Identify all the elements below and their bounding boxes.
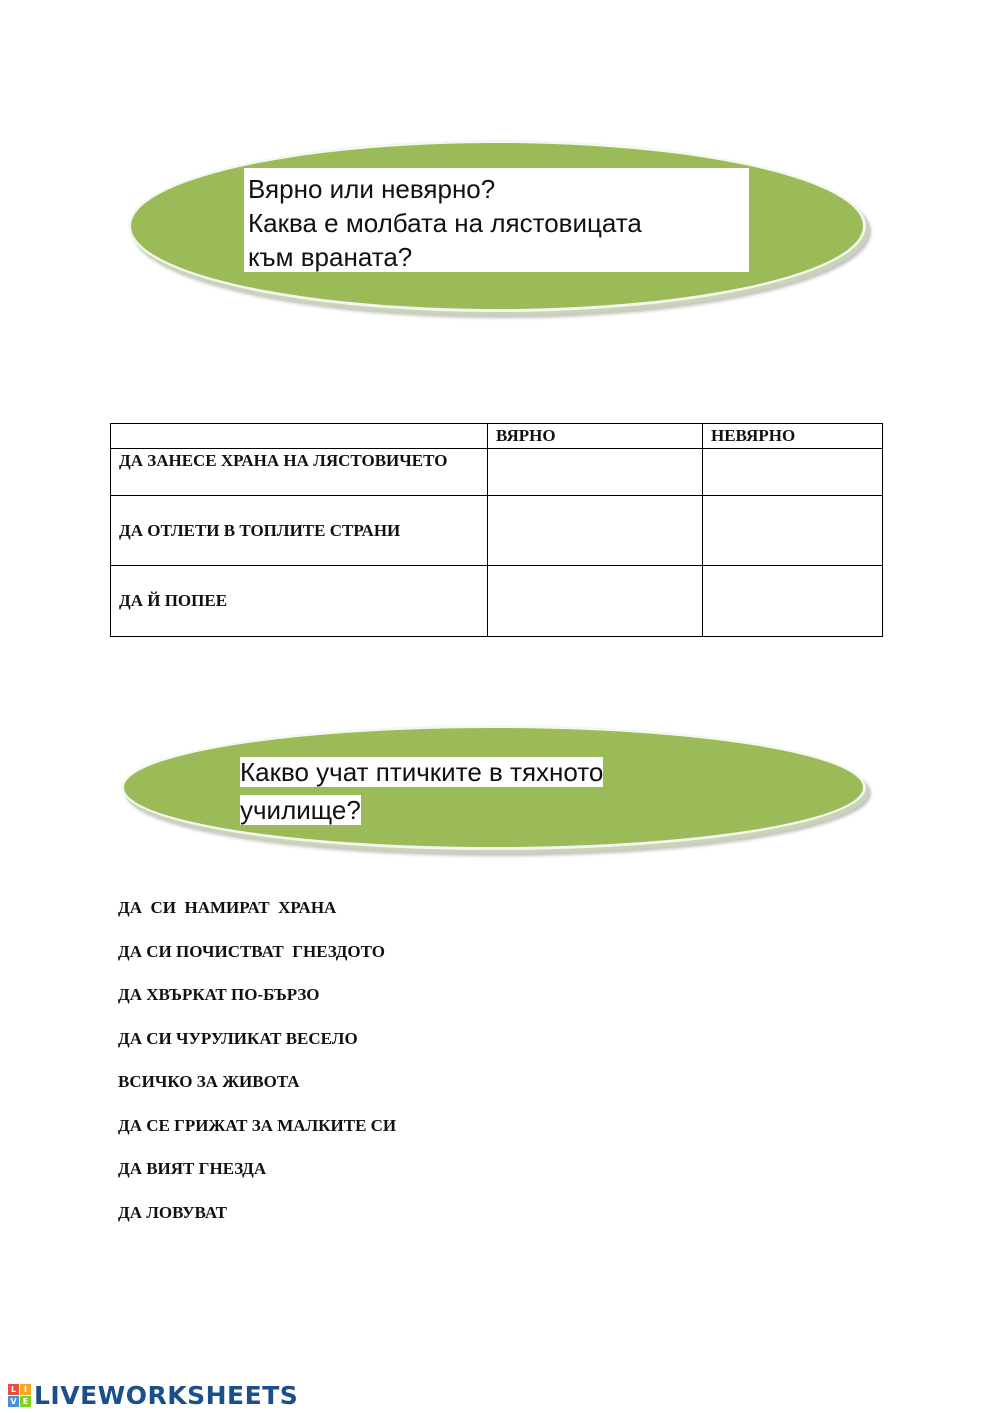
answer-option[interactable]: ВСИЧКО ЗА ЖИВОТА — [118, 1072, 300, 1091]
table-row — [111, 496, 883, 566]
answer-option[interactable]: ДА ЛОВУВАТ — [118, 1202, 227, 1222]
false-answer-cell[interactable] — [703, 566, 883, 637]
false-answer-cell[interactable] — [703, 449, 883, 496]
true-false-table — [110, 423, 883, 637]
answer-option[interactable]: ДА СИ НАМИРАТ ХРАНА — [118, 898, 337, 917]
question-2-line-2: училище? — [240, 795, 361, 825]
table-header-false: НЕВЯРНО — [703, 424, 883, 449]
logo-letter: I — [20, 1384, 31, 1395]
question-1-line-2: Каква е молбата на лястовицата — [248, 208, 642, 238]
table-row — [111, 449, 883, 496]
logo-letter: E — [20, 1396, 31, 1407]
answer-option[interactable]: ДА СИ ПОЧИСТВАТ ГНЕЗДОТО — [118, 941, 385, 961]
table-header-empty — [111, 424, 488, 449]
true-answer-cell[interactable] — [488, 496, 703, 566]
question-1-line-1: Вярно или невярно? — [248, 174, 496, 204]
logo-letter: L — [8, 1384, 19, 1395]
table-header-row — [111, 424, 883, 449]
answer-options-list — [118, 896, 396, 1244]
logo-icon — [8, 1384, 31, 1407]
liveworksheets-logo — [8, 1381, 298, 1410]
table-header-true: ВЯРНО — [488, 424, 703, 449]
logo-letter: V — [8, 1396, 19, 1407]
question-2-text-box — [240, 753, 680, 829]
row-label: ДА ОТЛЕТИ В ТОПЛИТЕ СТРАНИ — [111, 496, 488, 566]
question-1-line-3: към враната? — [248, 242, 413, 272]
row-label: ДА ЗАНЕСЕ ХРАНА НА ЛЯСТОВИЧЕТО — [111, 449, 488, 496]
answer-option[interactable]: ДА СЕ ГРИЖАТ ЗА МАЛКИТЕ СИ — [118, 1115, 397, 1135]
true-answer-cell[interactable] — [488, 566, 703, 637]
true-answer-cell[interactable] — [488, 449, 703, 496]
answer-option[interactable]: ДА ХВЪРКАТ ПО-БЪРЗО — [118, 985, 320, 1004]
answer-option[interactable]: ДА ВИЯТ ГНЕЗДА — [118, 1159, 267, 1178]
question-2-line-1: Какво учат птичките в тяхното — [240, 757, 604, 787]
answer-option[interactable]: ДА СИ ЧУРУЛИКАТ ВЕСЕЛО — [118, 1028, 358, 1048]
question-1-text-box — [244, 168, 749, 272]
row-label: ДА Й ПОПЕЕ — [111, 566, 488, 637]
table-row — [111, 566, 883, 637]
false-answer-cell[interactable] — [703, 496, 883, 566]
brand-name: LIVEWORKSHEETS — [34, 1381, 299, 1410]
